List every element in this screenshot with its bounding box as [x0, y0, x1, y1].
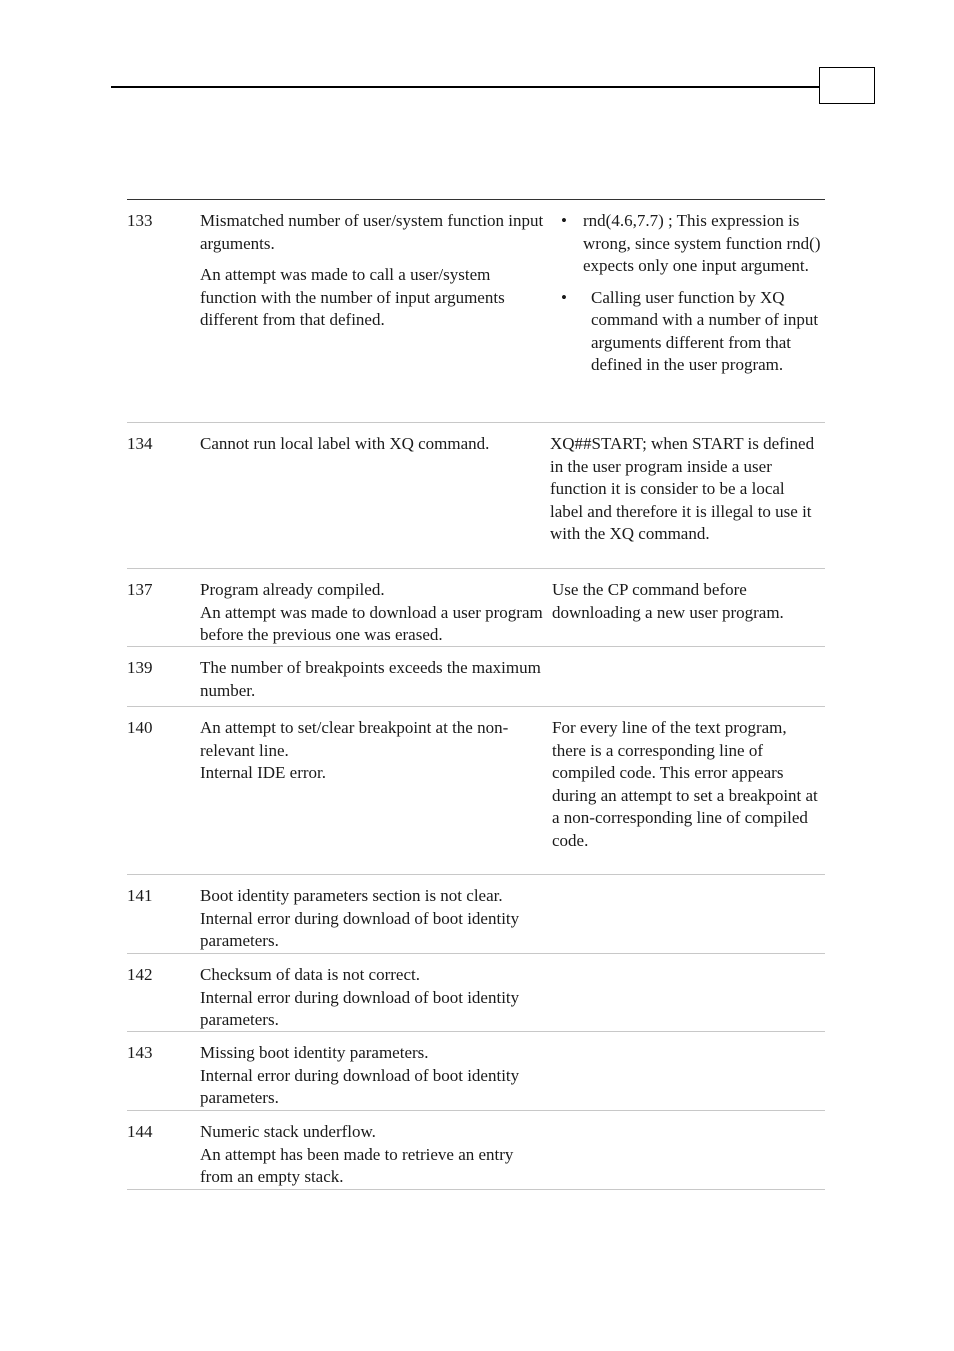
table-row [127, 200, 825, 423]
list-item [553, 210, 825, 278]
description-line: The number of breakpoints exceeds the maximum number. [200, 658, 541, 700]
table-row [127, 875, 825, 954]
error-description [200, 579, 552, 647]
table-row [127, 647, 825, 707]
description-line: An attempt was made to download a user program before the previous one was erased. [200, 602, 543, 644]
table-row [127, 569, 825, 647]
bullet-text: Calling user function by XQ command with a number of input arguments different from that defined in the user program. [591, 287, 819, 374]
error-code: 133 [127, 211, 153, 230]
error-code: 142 [127, 965, 153, 984]
description-line: Internal error during download of boot identity parameters. [200, 987, 520, 1029]
error-description [200, 433, 550, 456]
description-line: Internal error during download of boot identity parameters. [200, 1065, 520, 1107]
description-line: Numeric stack underflow. [200, 1122, 376, 1141]
description-line: An attempt to set/clear breakpoint at the non-relevant line. [200, 718, 509, 760]
error-code: 139 [127, 658, 153, 677]
notes-text: Use the CP command before downloading a new user program. [552, 580, 784, 622]
notes-text: For every line of the text program, there is a corresponding line of compiled code. This error appears during an attempt to set a breakpoint at a non-corresponding line of compiled code. [552, 718, 818, 850]
error-code: 143 [127, 1043, 153, 1062]
table-row [127, 423, 825, 569]
error-description [200, 657, 550, 702]
error-notes [553, 210, 825, 386]
description-line: Checksum of data is not correct. [200, 965, 420, 984]
table-row [127, 707, 825, 875]
error-description [200, 1121, 550, 1189]
error-notes [552, 579, 824, 624]
error-code: 141 [127, 886, 153, 905]
bullet-icon: • [561, 287, 567, 307]
table-row [127, 954, 825, 1032]
error-description [200, 210, 550, 332]
error-code: 137 [127, 580, 153, 599]
error-description [200, 964, 550, 1032]
error-code-table [127, 199, 825, 1190]
error-notes [552, 717, 824, 852]
error-code: 134 [127, 434, 153, 453]
notes-text: XQ##START; when START is defined in the user program inside a user function it is consider to be a local label and therefore it is illegal to use it with the XQ command. [550, 434, 815, 543]
error-code: 144 [127, 1122, 153, 1141]
list-item [553, 287, 825, 377]
description-line: Internal IDE error. [200, 763, 327, 782]
notes-bullet-list [553, 210, 825, 377]
table-row [127, 1111, 825, 1190]
header-rule [111, 86, 819, 88]
page-number-box [819, 67, 875, 104]
error-description [200, 717, 550, 785]
error-description [200, 1042, 550, 1110]
bullet-icon: • [561, 211, 567, 230]
description-line: Program already compiled. [200, 580, 385, 599]
description-line: Mismatched number of user/system function input arguments. [200, 211, 544, 253]
description-line: An attempt has been made to retrieve an entry from an empty stack. [200, 1144, 514, 1186]
description-line: An attempt was made to call a user/system function with the number of input arguments different from that defined. [200, 265, 505, 329]
error-code: 140 [127, 718, 153, 737]
description-line: Missing boot identity parameters. [200, 1043, 429, 1062]
description-line: Boot identity parameters section is not clear. [200, 886, 503, 905]
bullet-text: rnd(4.6,7.7) ; This expression is wrong, since system function rnd() expects only one input argument. [583, 211, 821, 275]
error-notes [550, 433, 816, 546]
description-line: Internal error during download of boot identity parameters. [200, 908, 520, 950]
table-row [127, 1032, 825, 1111]
description-line: Cannot run local label with XQ command. [200, 434, 490, 453]
error-description [200, 885, 552, 953]
